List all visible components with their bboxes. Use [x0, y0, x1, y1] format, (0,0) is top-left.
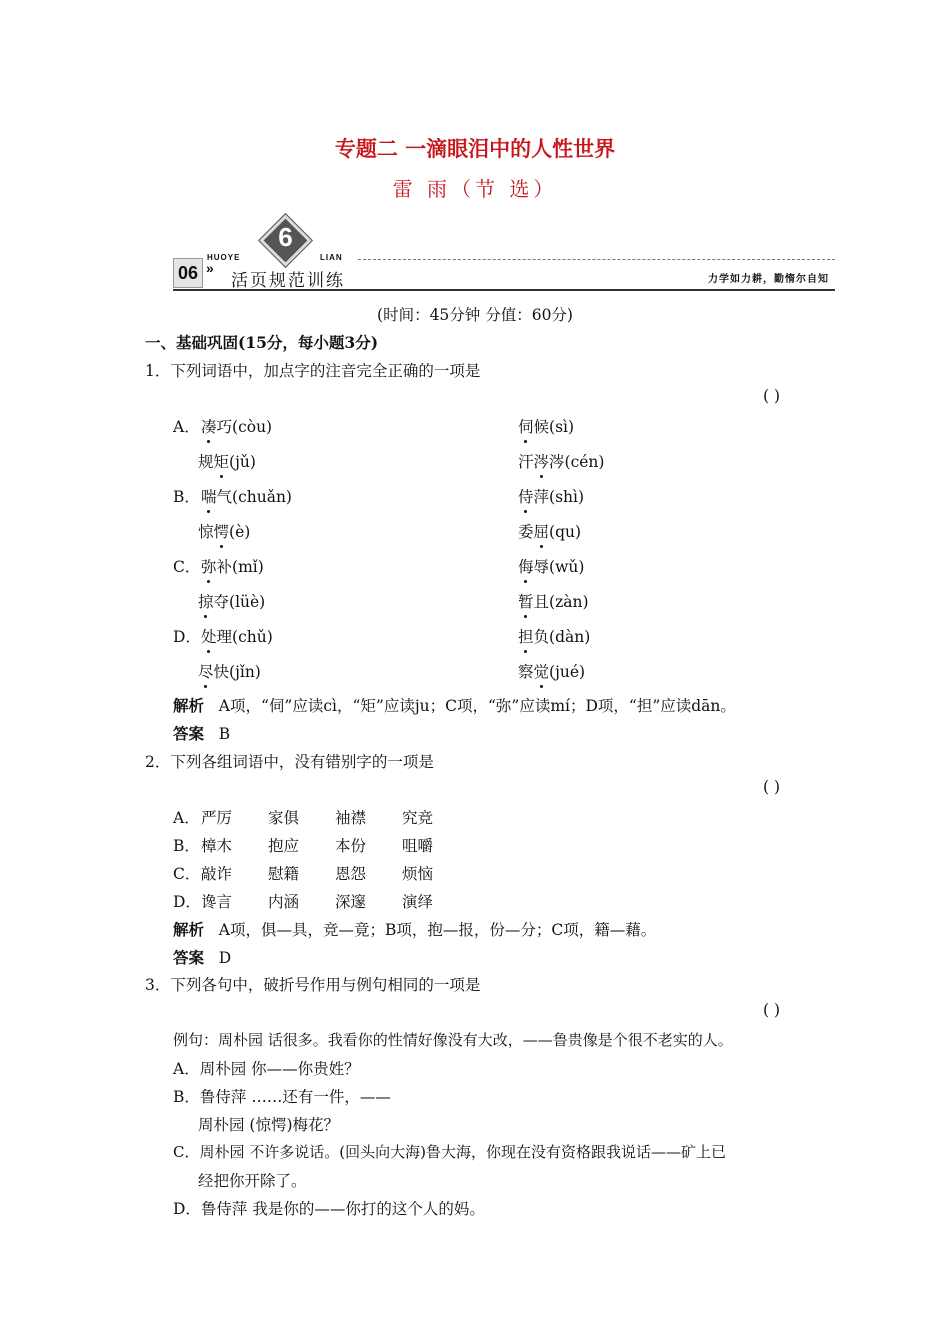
answer-paren: ( ): [763, 778, 781, 796]
option-word: 家俱: [268, 809, 300, 827]
analysis-label: 解析: [173, 920, 205, 939]
option-word: 恩怨: [335, 865, 367, 883]
option-word: [201, 485, 292, 507]
option-c-continued: 经把你开除了。: [198, 1172, 307, 1190]
dotted-char: 处: [201, 625, 217, 647]
word-rest: (jǔ): [229, 453, 256, 471]
option-label: C．: [173, 558, 201, 576]
answer: [173, 946, 231, 968]
banner-pinyin-right: LIAN: [320, 253, 343, 262]
chevron-icon: »: [206, 260, 214, 276]
option-word: 袖襟: [335, 809, 367, 827]
word-rest: 负(dàn): [533, 628, 591, 646]
option-word: 抱应: [268, 837, 300, 855]
option-label: B．: [173, 837, 200, 855]
word-rest: 萍(shì): [533, 488, 585, 506]
analysis-label: 解析: [173, 696, 205, 715]
option-word: 究竞: [402, 809, 434, 827]
dotted-char: 担: [518, 625, 534, 647]
word-rest: 气(chuǎn): [216, 488, 292, 506]
option-word: [201, 555, 264, 577]
dotted-char: 暂: [518, 590, 534, 612]
option-word: [198, 520, 250, 542]
dotted-char: 愕: [214, 520, 230, 542]
banner-dashed-line: [358, 259, 835, 260]
question-2-stem: 2．下列各组词语中，没有错别字的一项是: [145, 753, 434, 771]
option-word: [198, 590, 265, 612]
option-label: C．: [173, 865, 201, 883]
option-word: 慰籍: [268, 865, 300, 883]
word-rest: 汗: [518, 453, 534, 471]
dotted-char: 侍: [518, 485, 534, 507]
word-rest: 补(mǐ): [216, 558, 264, 576]
banner-motto: 力学如力耕，勤惰尔自知: [708, 274, 829, 285]
option-word: [518, 625, 590, 647]
option-word: 严厉: [201, 809, 233, 827]
word-rest: 辱(wǔ): [533, 558, 585, 576]
dotted-char: 掠: [198, 590, 214, 612]
option-word: [518, 520, 581, 542]
question-3-stem: 3．下列各句中，破折号作用与例句相同的一项是: [145, 976, 481, 994]
option-word: 本份: [335, 837, 367, 855]
dotted-char: 侮: [518, 555, 534, 577]
option-d: D．鲁侍萍 我是你的——你打的这个人的妈。: [173, 1200, 485, 1218]
word-rest: 委: [518, 523, 534, 541]
option-word: [518, 485, 584, 507]
word-rest: 察: [518, 663, 534, 681]
section-heading: 一、基础巩固(15分，每小题3分): [145, 333, 379, 352]
word-rest: 巧(còu): [216, 418, 273, 436]
word-rest: 惊: [198, 523, 214, 541]
dotted-char: 觉: [534, 660, 550, 682]
option-word: 演绎: [402, 893, 434, 911]
dotted-char: 伺: [518, 415, 534, 437]
option-word: 敲诈: [201, 865, 233, 883]
answer-value: D: [218, 949, 232, 967]
option-word: 咀嚼: [402, 837, 434, 855]
page-title: 专题二 一滴眼泪中的人性世界: [334, 137, 616, 161]
analysis: [173, 694, 736, 716]
analysis-text: A项，俱—具，竞—竟；B项，抱—报，份—分；C项，籍—藉。: [218, 921, 657, 939]
answer-paren: ( ): [763, 1001, 781, 1019]
option-a: A．周朴园 你——你贵姓？: [173, 1060, 360, 1078]
word-rest: 涔(cén): [549, 453, 605, 471]
dotted-char: 喘: [201, 485, 217, 507]
option-label: D．: [173, 628, 201, 646]
word-rest: 候(sì): [533, 418, 575, 436]
option-word: 谗言: [201, 893, 233, 911]
word-rest: 理(chǔ): [216, 628, 273, 646]
dotted-char: 弥: [201, 555, 217, 577]
time-score-info: (时间：45分钟 分值：60分): [377, 306, 573, 324]
option-label: A．: [173, 418, 200, 436]
word-rest: (è): [229, 523, 251, 541]
option-word: [518, 555, 584, 577]
option-word: [198, 660, 261, 682]
dotted-char: 矩: [214, 450, 230, 472]
option-word: 樟木: [201, 837, 233, 855]
answer-value: B: [218, 725, 231, 743]
word-rest: 且(zàn): [533, 593, 589, 611]
section-banner: [173, 218, 835, 292]
option-word: 烦恼: [402, 865, 434, 883]
option-b-continued: 周朴园 (惊愕)梅花？: [198, 1116, 340, 1134]
option-word: [198, 450, 256, 472]
question-1-stem: 1．下列词语中，加点字的注音完全正确的一项是: [145, 362, 481, 380]
option-word: [518, 660, 585, 682]
word-rest: 快(jǐn): [213, 663, 261, 681]
banner-pinyin-left: HUOYE: [207, 253, 241, 262]
word-rest: 规: [198, 453, 214, 471]
dotted-char: 凑: [201, 415, 217, 437]
example-sentence: 例句：周朴园 话很多。我看你的性情好像没有大改，——鲁贵像是个很不老实的人。: [173, 1031, 733, 1049]
dotted-char: 尽: [198, 660, 214, 682]
option-c: C．周朴园 不许多说话。(回头向大海)鲁大海，你现在没有资格跟我说话——矿上已: [173, 1143, 726, 1161]
answer-paren: ( ): [763, 387, 781, 405]
option-word: [518, 415, 574, 437]
diamond-number: 6: [278, 222, 293, 252]
banner-number: 06: [173, 258, 203, 288]
option-label: D．: [173, 893, 201, 911]
page-subtitle: 雷 雨（节 选）: [392, 177, 558, 201]
word-rest: (qu): [549, 523, 582, 541]
word-rest: 夺(lüè): [213, 593, 266, 611]
option-word: [518, 450, 604, 472]
dotted-char: 涔: [534, 450, 550, 472]
answer-label: 答案: [173, 948, 205, 967]
option-word: 深邃: [335, 893, 367, 911]
analysis: [173, 918, 656, 940]
option-word: 内涵: [268, 893, 300, 911]
answer-label: 答案: [173, 724, 205, 743]
analysis-text: A项，“伺”应读cì，“矩”应读ju；C项，“弥”应读mí；D项，“担”应读dān。: [218, 697, 736, 715]
dotted-char: 屈: [534, 520, 550, 542]
option-word: [201, 625, 273, 647]
option-label: B．: [173, 488, 200, 506]
option-b: B．鲁侍萍 ……还有一件，——: [173, 1088, 391, 1106]
option-word: [518, 590, 589, 612]
option-label: A．: [173, 809, 200, 827]
option-word: [201, 415, 272, 437]
banner-title: 活页规范训练: [231, 271, 345, 291]
answer: [173, 722, 230, 744]
word-rest: (jué): [549, 663, 586, 681]
